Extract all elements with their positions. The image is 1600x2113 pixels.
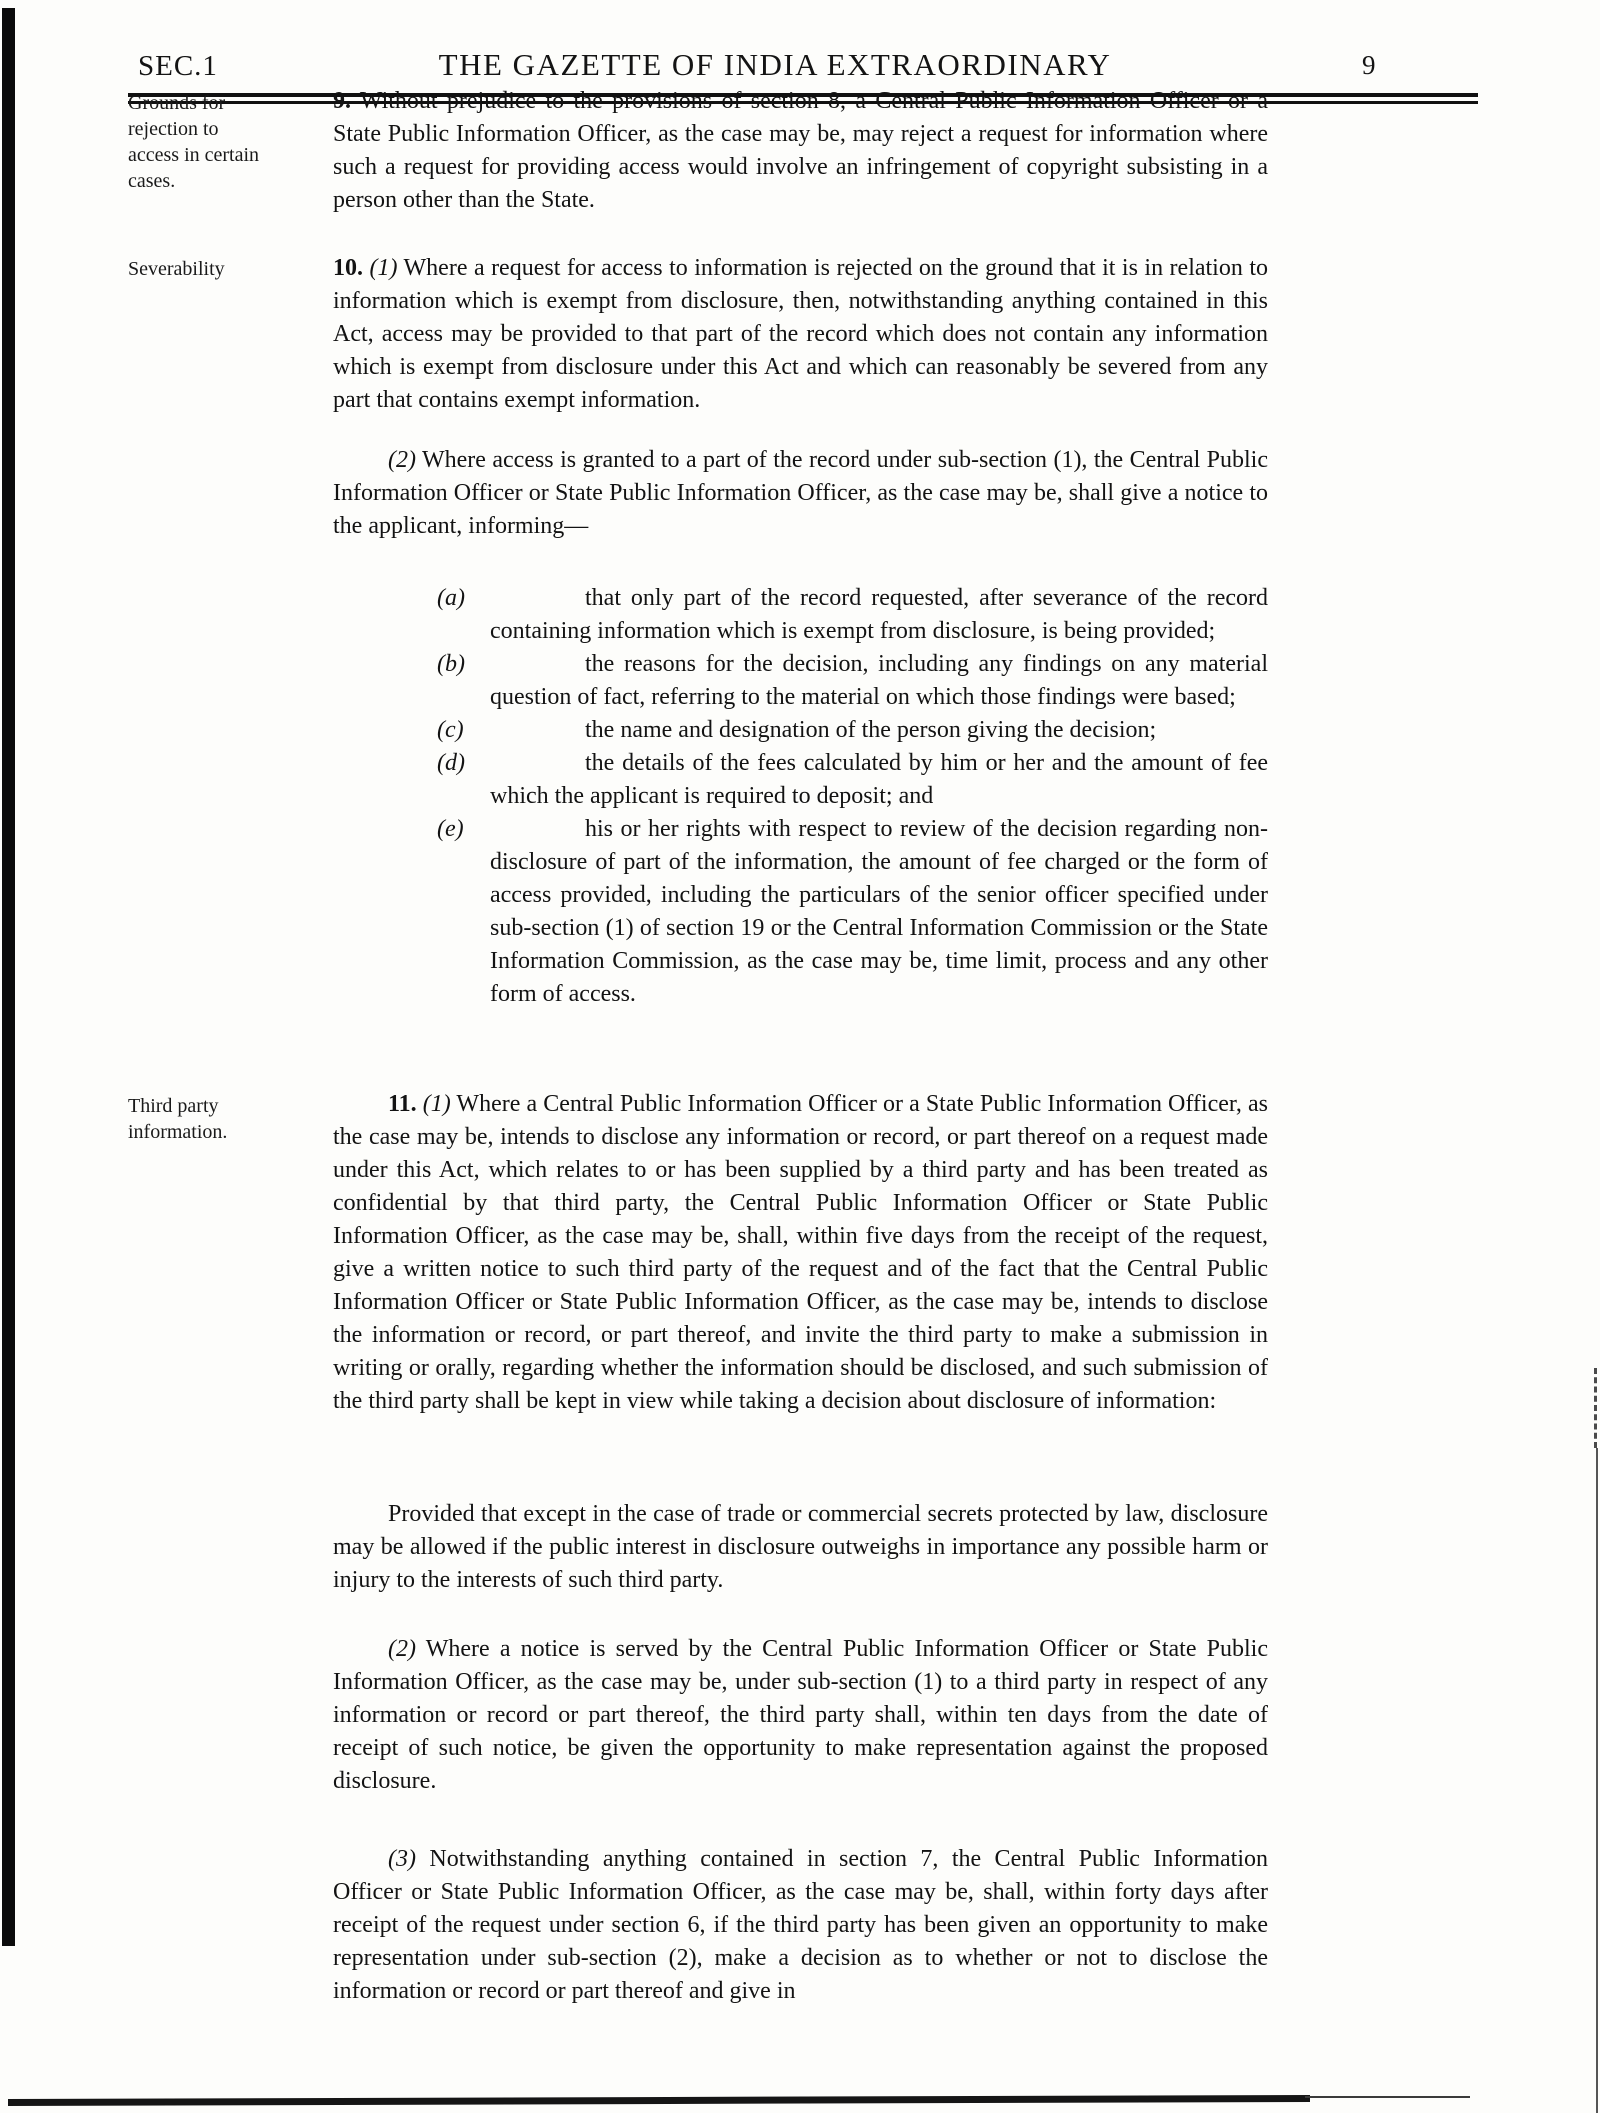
section-10-2-text: Where access is granted to a part of the record under sub-section (1), the Central Public Information Officer or State Public Information Officer, as the case may be, shall give a notice to the applicant, informing—: [333, 447, 1268, 539]
paragraph-section-11-1: [333, 1088, 1268, 1418]
section-11-number: 11.: [388, 1091, 417, 1117]
subsection-1-marker: (1): [369, 255, 398, 281]
list-item-e: [333, 813, 1268, 1011]
section-9-number: 9.: [333, 88, 351, 114]
scan-edge-bottom-thin: [1305, 2096, 1470, 2098]
scan-edge-right-solid: [1596, 1448, 1598, 2113]
subsection-2-marker: (2): [388, 447, 416, 473]
list-item-b: [333, 648, 1268, 714]
list-item-a: [333, 582, 1268, 648]
section-11-3-text: Notwithstanding anything contained in section 7, the Central Public Information Officer or State Public Information Officer, as the case may be, shall, within forty days after receipt of the request under section 6, if the third party has been given an opportunity to make representation under sub-section (2), make a decision as to whether or not to disclose the information or record or part thereof and give in: [333, 1846, 1269, 2004]
section-11-1-text: Where a Central Public Information Officer or a State Public Information Officer, as the case may be, intends to disclose any information or record, or part thereof on a request made under this Act, which relates to or has been supplied by a third party and has been treated as confidential by that third party, the Central Public Information Officer or State Public Information Officer, as the case may be, shall, within five days from the receipt of the request, give a written notice to such third party of the request and of the fact that the Central Public Information Officer or State Public Information Officer, as the case may be, intends to disclose the information or record, or part thereof, and invite the third party to make a submission in writing or orally, regarding whether the information should be disclosed, and such submission of the third party shall be kept in view while taking a decision about disclosure of information:: [333, 1091, 1268, 1414]
section-10-number: 10.: [333, 255, 363, 281]
list-item-c: [333, 714, 1268, 747]
clause-d-text: the details of the fees calculated by him or her and the amount of fee which the applicant is required to deposit; and: [490, 750, 1268, 809]
clause-a-marker: (a): [437, 585, 465, 611]
header-section-label: SEC.1: [138, 50, 218, 82]
subsection-3-marker-sec11: (3): [388, 1846, 416, 1872]
clause-c-marker: (c): [437, 717, 464, 743]
margin-note-grounds-for-rejection: Grounds for rejection to access in certain cases.: [128, 92, 260, 192]
paragraph-section-10-2: [333, 444, 1268, 543]
paragraph-section-10-1: [333, 252, 1268, 417]
clause-e-text: his or her rights with respect to review of the decision regarding non-disclosure of part of the information, the amount of fee charged or the form of access provided, including the particulars of the senior officer specified under sub-section (1) of section 19 or the Central Information Commission or the State Information Commission, as the case may be, time limit, process and any other form of access.: [490, 816, 1268, 1007]
paragraph-proviso: [333, 1498, 1268, 1597]
clause-c-text: the name and designation of the person giving the decision;: [585, 717, 1157, 743]
proviso-text: Provided that except in the case of trade or commercial secrets protected by law, disclosure may be allowed if the public interest in disclosure outweighs in importance any possible harm or injury to the interests of such third party.: [333, 1501, 1268, 1593]
page-number: 9: [1362, 50, 1376, 80]
section-10-1-text: Where a request for access to information is rejected on the ground that it is in relation to information which is exempt from disclosure, then, notwithstanding anything contained in this Act, access may be provided to that part of the record which does not contain any information which is exempt from disclosure under this Act and which can reasonably be severed from any part that contains exempt information.: [333, 255, 1268, 413]
list-item-d: [333, 747, 1268, 813]
clause-list: [333, 582, 1268, 1011]
margin-note-severability: Severability: [128, 258, 225, 280]
scan-edge-left: [2, 8, 15, 1946]
paragraph-section-11-3: [333, 1843, 1268, 2008]
clause-b-marker: (b): [437, 651, 465, 677]
section-9-text: Without prejudice to the provisions of section 8, a Central Public Information Officer or a State Public Information Officer, as the case may be, may reject a request for information where such a request for providing access would involve an infringement of copyright subsisting in a person other than the State.: [333, 88, 1268, 213]
clause-d-marker: (d): [437, 750, 465, 776]
subsection-2-marker-sec11: (2): [388, 1636, 416, 1662]
margin-note-third-party-information: Third party information.: [128, 1095, 228, 1143]
clause-b-text: the reasons for the decision, including any findings on any material question of fact, referring to the material on which those findings were based;: [490, 651, 1268, 710]
clause-a-text: that only part of the record requested, after severance of the record containing information which is exempt from disclosure, is being provided;: [490, 585, 1268, 644]
paragraph-section-11-2: [333, 1633, 1268, 1798]
scan-edge-bottom: [8, 2095, 1310, 2106]
section-11-2-text: Where a notice is served by the Central Public Information Officer or State Public Information Officer, as the case may be, under sub-section (1) to a third party in respect of any information or record or part thereof, the third party shall, within ten days from the date of receipt of such notice, be given the opportunity to make representation against the proposed disclosure.: [333, 1636, 1268, 1794]
page-title: THE GAZETTE OF INDIA EXTRAORDINARY: [438, 47, 1112, 82]
clause-e-marker: (e): [437, 816, 464, 842]
scan-edge-right-dashed: [1594, 1368, 1597, 1448]
paragraph-section-9: [333, 85, 1268, 217]
subsection-1-marker-sec11: (1): [422, 1091, 451, 1117]
